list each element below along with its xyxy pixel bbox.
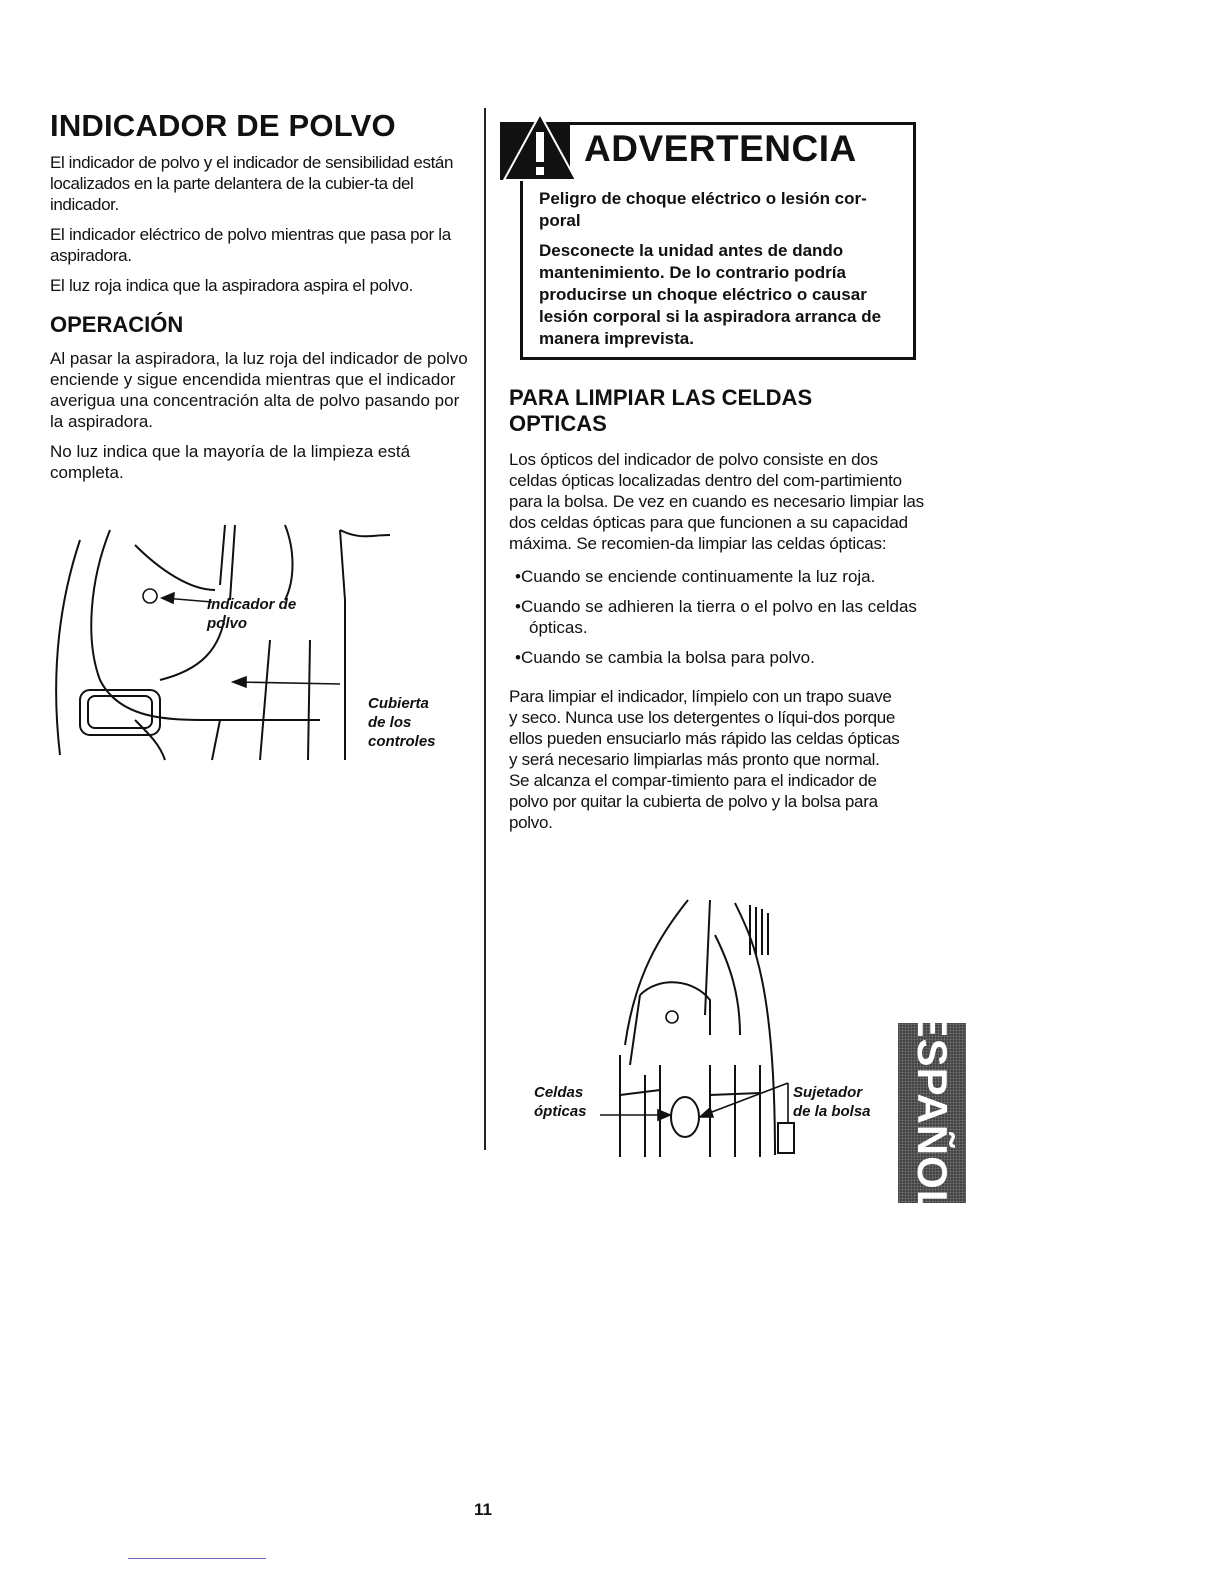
warning-line-1: Peligro de choque eléctrico o lesión cor-poral <box>539 189 867 230</box>
warning-line-2: Desconecte la unidad antes de dando mantenimiento. De lo contrario podría producirse un choque eléctrico o causar lesión corporal si la aspiradora arranca de manera imprevista. <box>539 241 882 348</box>
fig2-label-sujetador-line2: de la bolsa <box>793 1103 871 1120</box>
fig1-label-cubierta <box>368 694 436 751</box>
section-title-indicador: INDICADOR DE POLVO <box>50 108 396 143</box>
right-column <box>509 385 929 833</box>
fig1-label-indicador-line2: polvo <box>207 615 247 632</box>
fig2-label-sujetador <box>793 1083 871 1121</box>
bullet-2: •Cuando se adhieren la tierra o el polvo en las celdas ópticas. <box>515 597 917 637</box>
fig1-label-cubierta-line2: de los <box>368 714 412 731</box>
paragraph-5: No luz indica que la mayoría de la limpieza está completa. <box>50 442 411 482</box>
limpiar-paragraph-1: Los ópticos del indicador de polvo consiste en dos celdas ópticas localizadas dentro del com-partimiento para la bolsa. De vez en cuando es necesario limpiar las dos celdas ópticas para que funcionen a su capacidad máxima. Se recomien-da limpiar las celdas ópticas: <box>509 450 924 553</box>
language-tab <box>898 1009 966 1217</box>
section-title-limpiar-line1: PARA LIMPIAR LAS CELDAS <box>509 385 813 410</box>
language-tab-label: ESPAÑOL <box>909 1009 956 1217</box>
left-column <box>50 152 470 483</box>
section-title-limpiar-line2: OPTICAS <box>509 411 607 436</box>
bottom-rule <box>128 1558 266 1559</box>
paragraph-1: El indicador de polvo y el indicador de sensibilidad están localizados en la parte delantera de la cubier-ta del indicador. <box>50 153 454 214</box>
fig1-label-cubierta-line1: Cubierta <box>368 695 429 712</box>
section-title-limpiar <box>509 385 929 437</box>
fig1-label-cubierta-line3: controles <box>368 733 436 750</box>
page-number: 11 <box>474 1500 492 1519</box>
paragraph-2: El indicador eléctrico de polvo mientras que pasa por la aspiradora. <box>50 225 451 265</box>
section-title-operacion: OPERACIÓN <box>50 312 184 337</box>
column-divider <box>484 108 486 1150</box>
warning-box-left-border <box>520 178 523 360</box>
paragraph-3: El luz roja indica que la aspiradora aspira el polvo. <box>50 276 414 295</box>
fig2-label-sujetador-line1: Sujetador <box>793 1084 863 1101</box>
limpiar-paragraph-2: Para limpiar el indicador, límpielo con un trapo suave y seco. Nunca use los detergentes o líqui-dos porque ellos pueden ensuciarlo más rápido las celdas ópticas y será necesario limpiarlas más pronto que normal. Se alcanza el compar-timiento para el indicador de polvo por quitar la cubierta de polvo y la bolsa para polvo. <box>509 687 900 832</box>
bullet-3: •Cuando se cambia la bolsa para polvo. <box>515 648 815 667</box>
bullet-1: •Cuando se enciende continuamente la luz roja. <box>515 567 876 586</box>
fig2-label-celdas-line2: ópticas <box>534 1103 587 1120</box>
fig1-label-indicador <box>207 595 296 633</box>
fig1-label-indicador-line1: Indicador de <box>207 596 297 613</box>
warning-triangle-icon <box>502 112 578 182</box>
optical-cells-figure <box>600 895 820 1157</box>
paragraph-4: Al pasar la aspiradora, la luz roja del indicador de polvo enciende y sigue encendida mientras que el indicador averigua una concentración alta de polvo pasando por la aspiradora. <box>50 349 468 431</box>
fig2-label-celdas-line1: Celdas <box>534 1084 584 1101</box>
warning-title: ADVERTENCIA <box>584 128 857 169</box>
fig2-label-celdas <box>534 1083 587 1121</box>
